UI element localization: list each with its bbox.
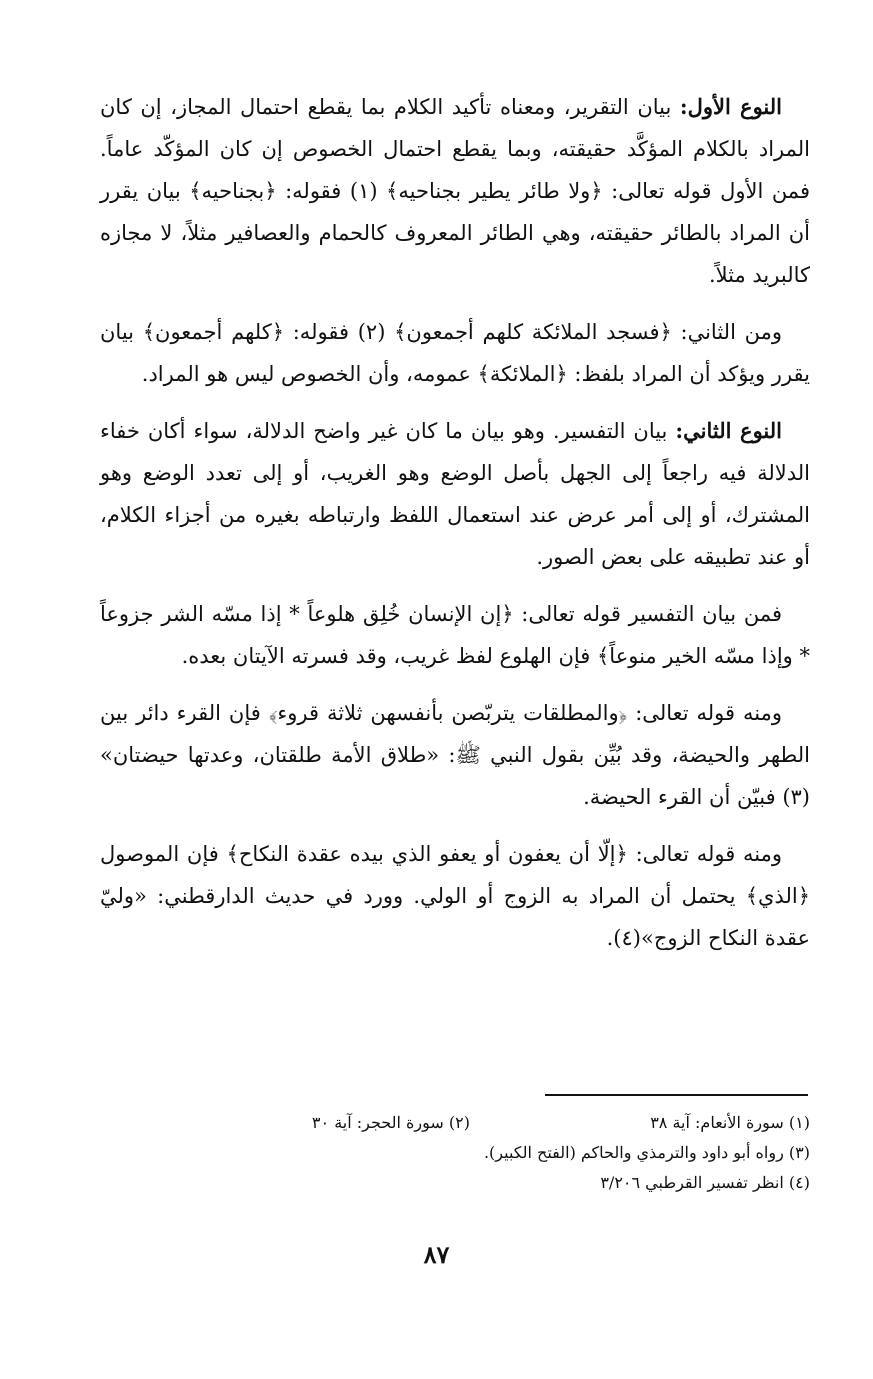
paragraph-nikah-example <box>100 833 810 959</box>
paragraph-text: ومنه قوله تعالى: ﴿إلّا أن يعفون أو يعفو الذي بيده عقدة النكاح﴾ فإن الموصول ﴿الذي﴾ يحتمل أن المراد به الزوج أو الولي. وورد في حديث الدارقطني: «وليّ عقدة النكاح الزوج»(٤). <box>100 842 810 950</box>
footnotes <box>100 1108 810 1198</box>
paragraph-text: بيان التفسير. وهو بيان ما كان غير واضح الدلالة، سواء أكان خفاء الدلالة فيه راجعاً إلى الجهل بأصل الوضع وهو الغريب، أو إلى تعدد الوضع وهو المشترك، أو إلى أمر عرض عند استعمال اللفظ وارتباطه بغيره من أجزاء الكلام، أو عند تطبيقه على بعض الصور. <box>100 419 810 569</box>
paragraph-text: بيان التقرير، ومعناه تأكيد الكلام بما يقطع احتمال المجاز، إن كان المراد بالكلام المؤكَّد حقيقته، وبما يقطع احتمال الخصوص إن كان المؤكّد عاماً. فمن الأول قوله تعالى: ﴿ولا طائر يطير بجناحيه﴾ (١) فقوله: ﴿بجناحيه﴾ بيان يقرر أن المراد بالطائر حقيقته، وهي الطائر المعروف كالحمام والعصافير مثلاً، لا مجازه كالبريد مثلاً. <box>100 95 810 287</box>
footnote-divider <box>545 1094 808 1096</box>
paragraph-tafsir-example <box>100 593 810 677</box>
footnote-1: (١) سورة الأنعام: آية ٣٨ <box>650 1113 810 1132</box>
heading-type-two: النوع الثاني: <box>675 418 783 443</box>
paragraph-type-two <box>100 410 810 578</box>
paragraph-second-example <box>100 311 810 395</box>
paragraph-text: ومنه قوله تعالى: ﴿والمطلقات يتربّصن بأنفسهن ثلاثة قروء﴾ فإن القرء دائر بين الطهر والحيضة، وقد بُيِّن بقول النبي ﷺ: «طلاق الأمة طلقتان، وعدتها حيضتان» (٣) فبيّن أن القرء الحيضة. <box>100 701 810 809</box>
footnote-3: (٣) رواه أبو داود والترمذي والحاكم (الفتح الكبير). <box>483 1143 810 1162</box>
footnote-4: (٤) انظر تفسير القرطبي ٣/٢٠٦ <box>600 1173 810 1192</box>
paragraph-text: ومن الثاني: ﴿فسجد الملائكة كلهم أجمعون﴾ (٢) فقوله: ﴿كلهم أجمعون﴾ بيان يقرر ويؤكد أن المراد بلفظ: ﴿الملائكة﴾ عمومه، وأن الخصوص ليس هو المراد. <box>100 320 810 386</box>
footnote-row <box>100 1108 810 1138</box>
footnote-2: (٢) سورة الحجر: آية ٣٠ <box>311 1113 470 1132</box>
paragraph-type-one <box>100 86 810 296</box>
paragraph-qur-example <box>100 692 810 818</box>
main-text <box>100 86 810 974</box>
heading-type-one: النوع الأول: <box>679 94 782 119</box>
page-number: ٨٧ <box>423 1240 450 1269</box>
paragraph-text: فمن بيان التفسير قوله تعالى: ﴿إن الإنسان خُلِق هلوعاً * إذا مسّه الشر جزوعاً * وإذا مسّه الخير منوعاً﴾ فإن الهلوع لفظ غريب، وقد فسرته الآيتان بعده. <box>100 602 810 668</box>
